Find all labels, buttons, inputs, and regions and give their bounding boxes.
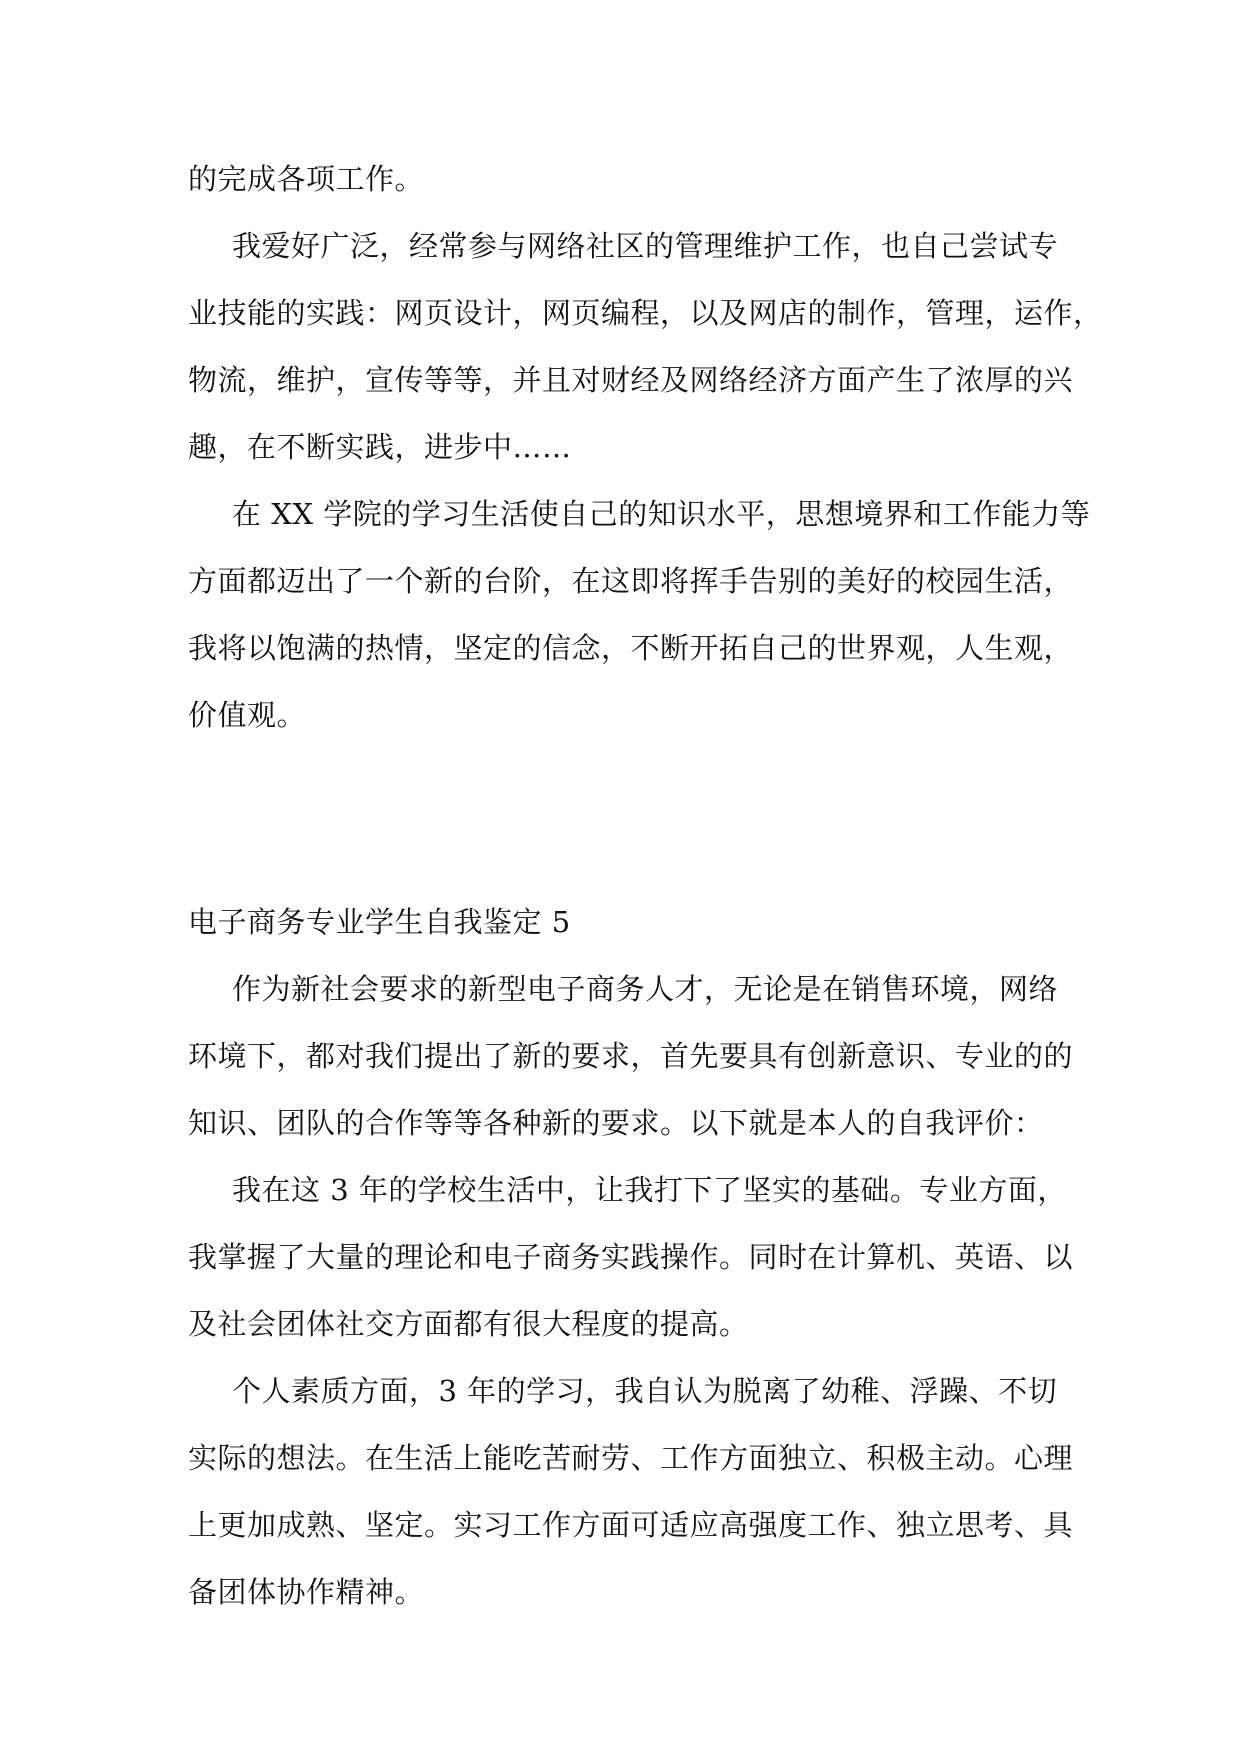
text-line: 知识、团队的合作等等各种新的要求。以下就是本人的自我评价： xyxy=(188,1106,1044,1140)
text-line: 备团体协作精神。 xyxy=(188,1575,425,1609)
text-line: 方面都迈出了一个新的台阶，在这即将挥手告别的美好的校园生活， xyxy=(188,564,1074,598)
text-line: 环境下，都对我们提出了新的要求，首先要具有创新意识、专业的的 xyxy=(188,1039,1074,1073)
text-line: 上更加成熟、坚定。实习工作方面可适应高强度工作、独立思考、具 xyxy=(188,1508,1074,1542)
text-line: 价值观。 xyxy=(188,698,307,732)
text-line: 趣，在不断实践，进步中…… xyxy=(188,430,572,464)
text-line: 的完成各项工作。 xyxy=(188,162,425,196)
document-body xyxy=(188,146,1103,1626)
text-line: 实际的想法。在生活上能吃苦耐劳、工作方面独立、积极主动。心理 xyxy=(188,1441,1074,1475)
text-line: 我将以饱满的热情，坚定的信念，不断开拓自己的世界观，人生观， xyxy=(188,631,1074,665)
paragraph-first-line: 在 XX 学院的学习生活使自己的知识水平，思想境界和工作能力等 xyxy=(232,497,1091,531)
text-line: 我掌握了大量的理论和电子商务实践操作。同时在计算机、英语、以 xyxy=(188,1240,1074,1274)
text-line: 业技能的实践：网页设计，网页编程，以及网店的制作，管理，运作， xyxy=(188,296,1103,330)
paragraph-first-line: 我爱好广泛，经常参与网络社区的管理维护工作，也自己尝试专 xyxy=(232,229,1059,263)
text-line: 物流，维护，宣传等等，并且对财经及网络经济方面产生了浓厚的兴 xyxy=(188,363,1074,397)
section-spacer xyxy=(188,749,1068,889)
paragraph-first-line: 作为新社会要求的新型电子商务人才，无论是在销售环境，网络 xyxy=(232,972,1059,1006)
paragraph-first-line: 个人素质方面，3 年的学习，我自认为脱离了幼稚、浮躁、不切 xyxy=(232,1374,1058,1408)
section-title: 电子商务专业学生自我鉴定 5 xyxy=(188,905,571,939)
text-line: 及社会团体社交方面都有很大程度的提高。 xyxy=(188,1307,749,1341)
paragraph-first-line: 我在这 3 年的学校生活中，让我打下了坚实的基础。专业方面， xyxy=(232,1173,1067,1207)
